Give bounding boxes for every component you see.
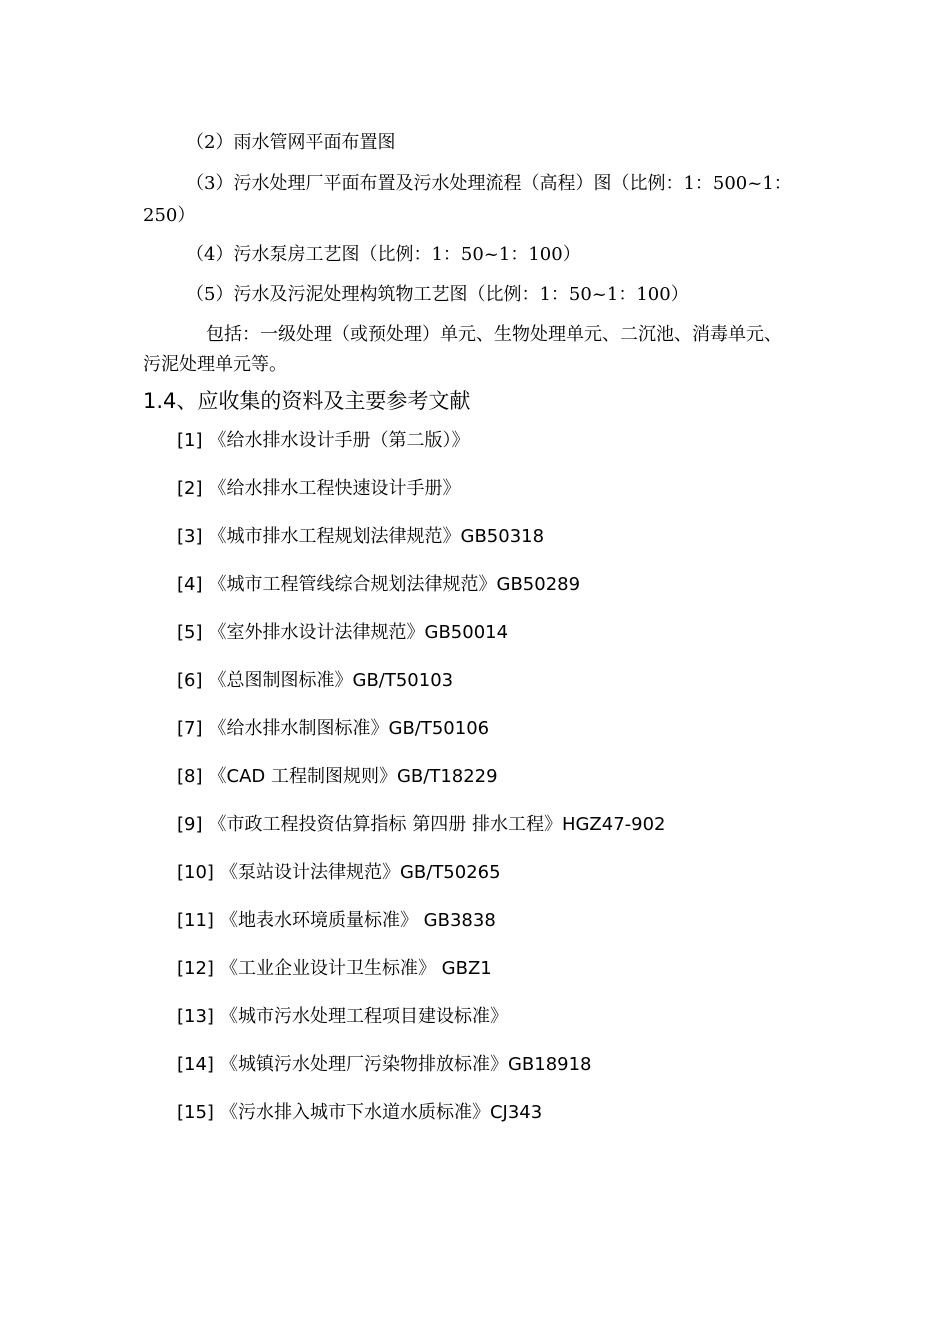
reference-title: 《地表水环境质量标准》 GB3838 — [219, 910, 496, 931]
reference-number: [12] — [177, 958, 214, 979]
reference-number: [3] — [177, 526, 203, 547]
reference-number: [15] — [177, 1102, 214, 1123]
reference-title: 《污水排入城市下水道水质标准》CJ343 — [219, 1102, 543, 1123]
reference-title: 《城市工程管线综合规划法律规范》GB50289 — [208, 574, 581, 595]
reference-number: [7] — [177, 718, 203, 739]
paragraph-item-5: （5）污水及污泥处理构筑物工艺图（比例：1：50~1：100） — [186, 284, 689, 305]
section-heading: 1.4、应收集的资料及主要参考文献 — [143, 389, 471, 413]
reference-title: 《城镇污水处理厂污染物排放标准》GB18918 — [219, 1054, 592, 1075]
reference-title: 《给水排水设计手册（第二版）》 — [208, 430, 470, 451]
reference-title: 《城市排水工程规划法律规范》GB50318 — [208, 526, 545, 547]
reference-number: [10] — [177, 862, 214, 883]
reference-number: [6] — [177, 670, 203, 691]
reference-title: 《市政工程投资估算指标 第四册 排水工程》HGZ47-902 — [208, 814, 666, 835]
reference-number: [13] — [177, 1006, 214, 1027]
reference-title: 《总图制图标准》GB/T50103 — [208, 670, 454, 691]
reference-item — [177, 813, 666, 837]
reference-item — [177, 1101, 542, 1125]
reference-title: 《CAD 工程制图规则》GB/T18229 — [208, 766, 498, 787]
reference-item — [177, 1005, 508, 1029]
paragraph-item-3-continued: 250） — [143, 205, 196, 226]
reference-number: [2] — [177, 478, 203, 499]
reference-item — [177, 1053, 592, 1077]
reference-number: [11] — [177, 910, 214, 931]
reference-number: [1] — [177, 430, 203, 451]
reference-item — [177, 765, 498, 789]
reference-number: [5] — [177, 622, 203, 643]
paragraph-item-4: （4）污水泵房工艺图（比例：1：50~1：100） — [186, 244, 581, 265]
reference-item — [177, 573, 580, 597]
reference-number: [4] — [177, 574, 203, 595]
paragraph-includes-continued: 污泥处理单元等。 — [143, 354, 287, 375]
reference-number: [14] — [177, 1054, 214, 1075]
reference-item — [177, 717, 489, 741]
reference-item — [177, 621, 508, 645]
reference-title: 《室外排水设计法律规范》GB50014 — [208, 622, 509, 643]
reference-item — [177, 669, 453, 693]
reference-title: 《泵站设计法律规范》GB/T50265 — [219, 862, 501, 883]
reference-item — [177, 525, 544, 549]
reference-item — [177, 957, 492, 981]
reference-number: [9] — [177, 814, 203, 835]
reference-title: 《工业企业设计卫生标准》 GBZ1 — [219, 958, 492, 979]
reference-item — [177, 477, 461, 501]
reference-title: 《给水排水制图标准》GB/T50106 — [208, 718, 490, 739]
paragraph-item-3: （3）污水处理厂平面布置及污水处理流程（高程）图（比例：1：500~1： — [186, 173, 792, 194]
reference-number: [8] — [177, 766, 203, 787]
paragraph-includes: 包括：一级处理（或预处理）单元、生物处理单元、二沉池、消毒单元、 — [206, 324, 782, 345]
reference-item — [177, 861, 501, 885]
reference-item — [177, 429, 470, 453]
reference-item — [177, 909, 496, 933]
reference-title: 《城市污水处理工程项目建设标准》 — [219, 1006, 508, 1027]
paragraph-item-2: （2）雨水管网平面布置图 — [186, 132, 396, 153]
reference-title: 《给水排水工程快速设计手册》 — [208, 478, 461, 499]
